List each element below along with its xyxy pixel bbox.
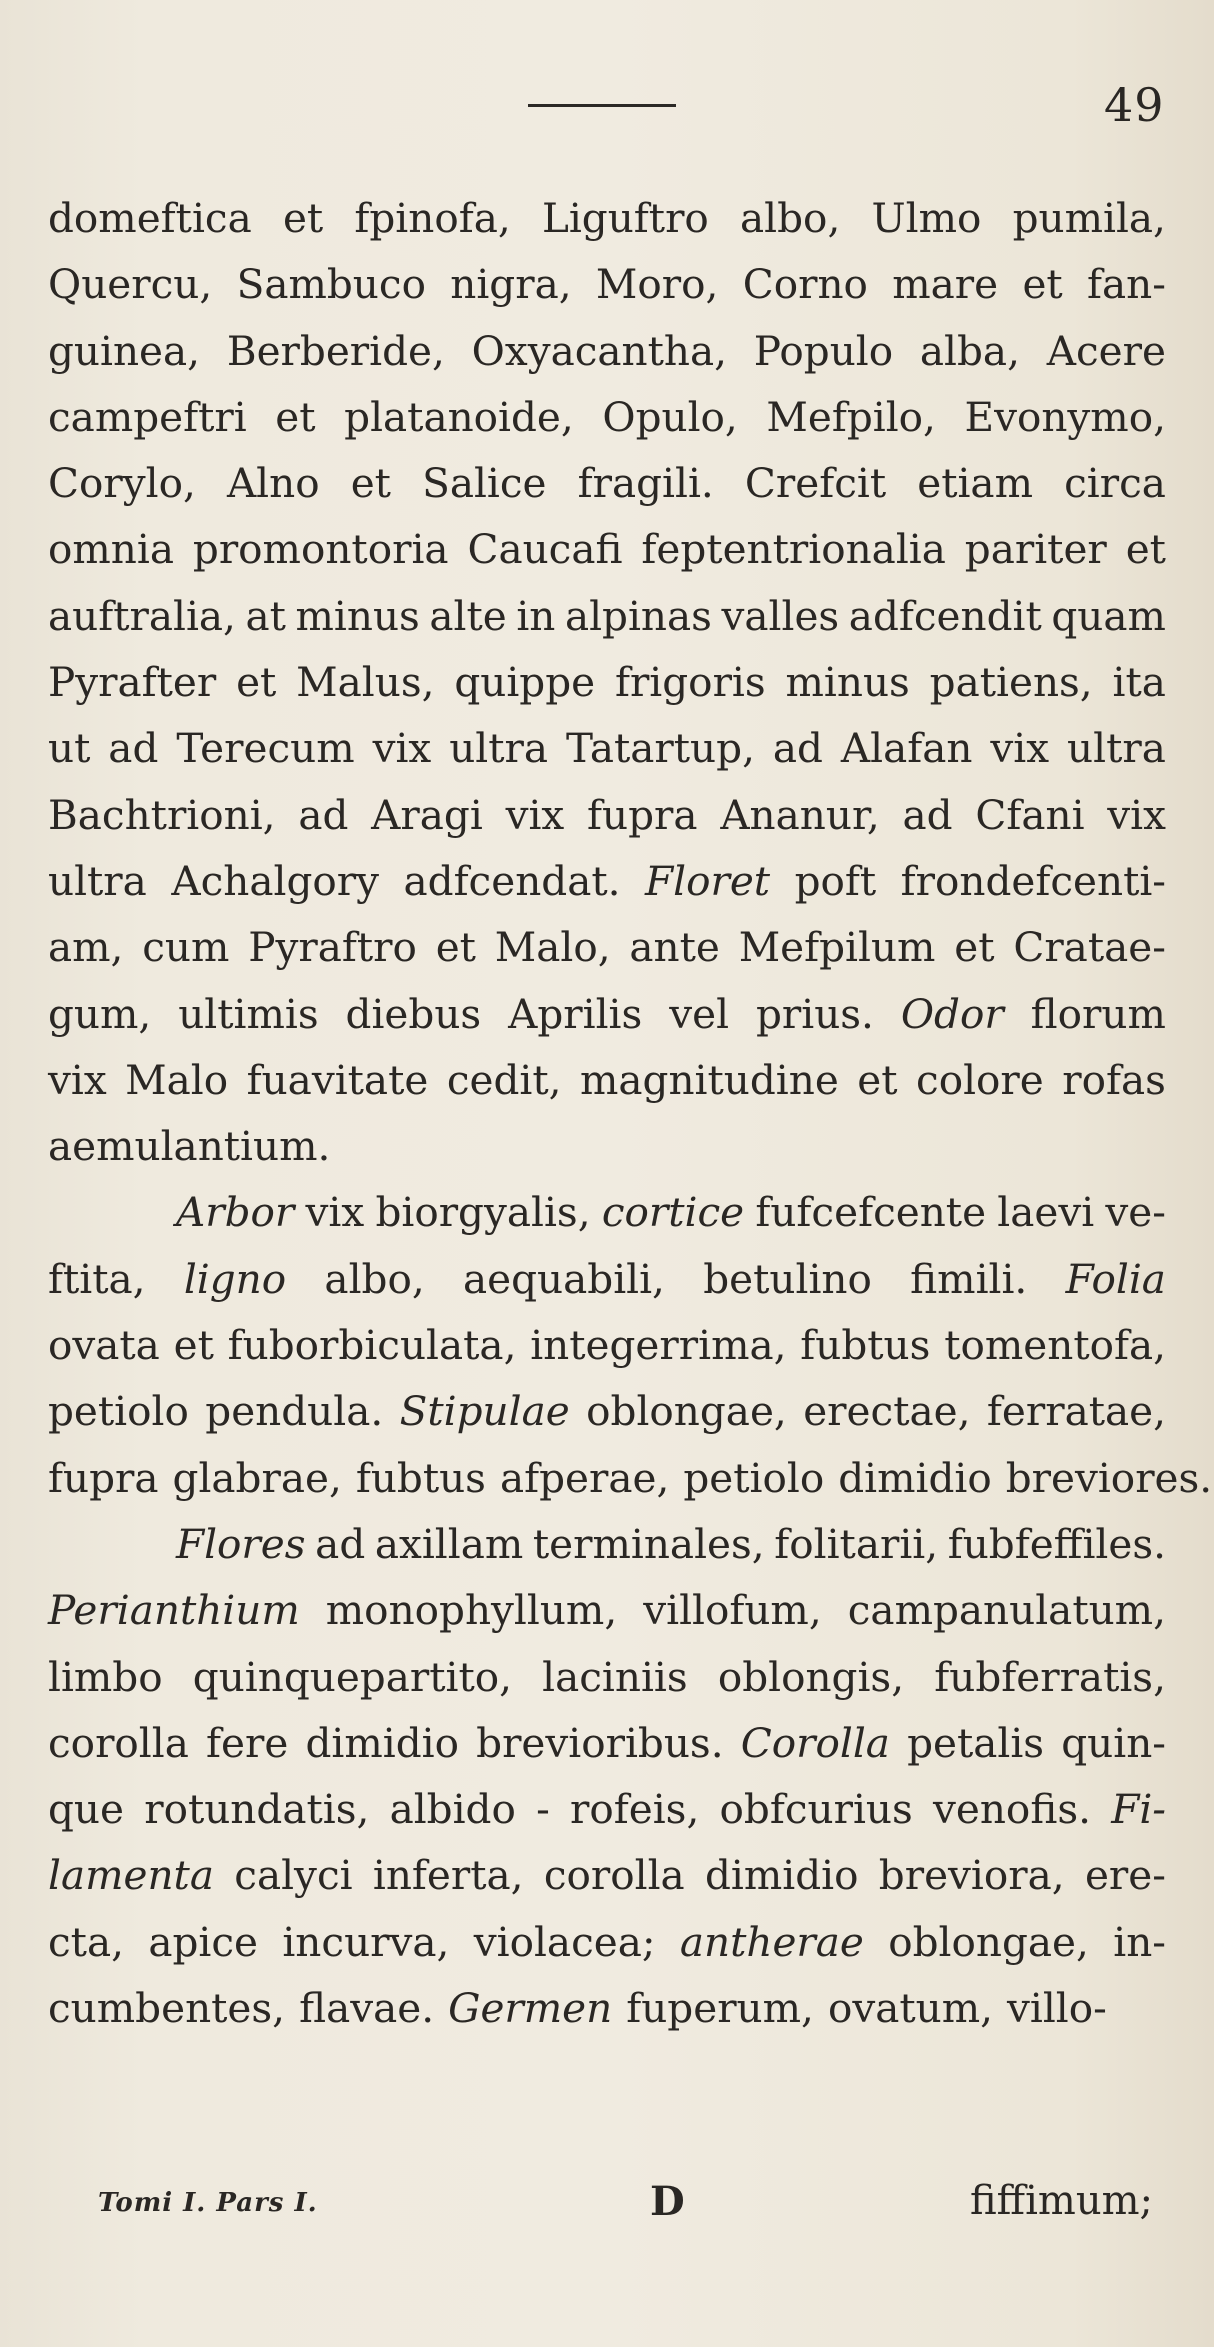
- word: venofis.: [933, 1785, 1091, 1834]
- word: petalis: [907, 1718, 1045, 1767]
- word: Odor: [900, 989, 1004, 1038]
- catchword: fiffimum;: [970, 2178, 1153, 2224]
- word: feptentrionalia: [641, 525, 946, 574]
- signature-letter: D: [650, 2178, 685, 2225]
- word: fupra: [48, 1453, 159, 1502]
- word: fubfeffiles.: [947, 1519, 1166, 1568]
- word: ovatum,: [827, 1984, 993, 2033]
- word: violacea;: [473, 1917, 656, 1966]
- word: Achalgory: [171, 856, 379, 905]
- word: dimidio: [705, 1851, 859, 1900]
- word: axillam: [374, 1519, 524, 1568]
- word: Corno: [742, 260, 868, 309]
- word: afperae,: [499, 1453, 670, 1502]
- word: prius.: [755, 989, 874, 1038]
- word: Germen: [448, 1984, 613, 2033]
- word: Terecum: [176, 724, 355, 773]
- word: et: [350, 459, 391, 508]
- word: Malus,: [296, 658, 435, 707]
- word: Quercu,: [48, 260, 213, 309]
- text-line: [48, 450, 1166, 516]
- text-line: [48, 1179, 1166, 1245]
- footer-signature: Tomi I. Pars I.: [98, 2188, 318, 2218]
- word: corolla: [543, 1851, 685, 1900]
- word: glabrae,: [172, 1453, 342, 1502]
- word: Populo: [753, 326, 894, 375]
- word: fubtus: [800, 1321, 931, 1370]
- word: vix: [1107, 790, 1166, 839]
- word: integerrima,: [530, 1321, 787, 1370]
- word: rofeis,: [570, 1785, 700, 1834]
- text-line: [48, 782, 1166, 848]
- word: flavae.: [299, 1984, 435, 2033]
- word: magnitudine: [579, 1055, 839, 1104]
- word: Malo: [125, 1055, 229, 1104]
- body-text: [48, 185, 1213, 2041]
- word: obfcurius: [719, 1785, 913, 1834]
- word: breviores.: [1005, 1453, 1213, 1502]
- word: pariter: [964, 525, 1107, 574]
- word: fufcefcente: [755, 1188, 987, 1237]
- word: Stipulae: [399, 1387, 570, 1436]
- word: vix: [48, 1055, 107, 1104]
- word: lamenta: [48, 1851, 214, 1900]
- word: pendula.: [205, 1387, 384, 1436]
- word: vix: [372, 724, 432, 773]
- word: at: [245, 591, 286, 640]
- text-line: [48, 914, 1166, 980]
- word: Caucafi: [467, 525, 623, 574]
- word: ut: [48, 724, 91, 773]
- word: villofum,: [643, 1586, 822, 1635]
- word: rotundatis,: [144, 1785, 370, 1834]
- word: Moro,: [595, 260, 719, 309]
- word: promontoria: [192, 525, 449, 574]
- word: am,: [48, 923, 124, 972]
- word: Malo,: [494, 923, 611, 972]
- word: quinquepartito,: [192, 1652, 512, 1701]
- word: Mefpilum: [738, 923, 936, 972]
- word: Folia: [1065, 1254, 1166, 1303]
- word: ad: [315, 1519, 366, 1568]
- word: laevi: [997, 1188, 1095, 1237]
- word: nigra,: [450, 260, 572, 309]
- word: Corylo,: [48, 459, 196, 508]
- word: breviora,: [878, 1851, 1065, 1900]
- word: campeftri: [48, 392, 247, 441]
- word: -: [536, 1785, 550, 1834]
- word: frigoris: [614, 658, 766, 707]
- word: guinea,: [48, 326, 201, 375]
- word: et: [275, 392, 316, 441]
- word: ultra: [1067, 724, 1166, 773]
- word: ad: [772, 724, 823, 773]
- word: et: [857, 1055, 898, 1104]
- word: laciniis: [542, 1652, 688, 1701]
- word: et: [1022, 260, 1063, 309]
- word: calyci: [234, 1851, 353, 1900]
- word: albido: [389, 1785, 516, 1834]
- word: petiolo: [48, 1387, 189, 1436]
- word: Floret: [645, 856, 771, 905]
- word: ante: [629, 923, 720, 972]
- word: Mefpilo,: [766, 392, 936, 441]
- word: Liguftro: [541, 194, 709, 242]
- text-line: [48, 1975, 1166, 2041]
- word: Aragi: [371, 790, 483, 839]
- word: fragili.: [577, 459, 714, 508]
- word: ultra: [449, 724, 549, 773]
- word: villo-: [1006, 1984, 1107, 2033]
- word: Salice: [422, 459, 547, 508]
- word: campanulatum,: [847, 1586, 1166, 1635]
- text-line: [48, 1445, 1213, 1511]
- word: cumbentes,: [48, 1984, 286, 2033]
- word: alpinas: [564, 591, 712, 640]
- word: fere: [206, 1718, 289, 1767]
- text-line: [48, 649, 1166, 715]
- word: ita: [1112, 658, 1166, 707]
- word: Opulo,: [602, 392, 738, 441]
- text-line: [48, 1511, 1166, 1577]
- word: Oxyacantha,: [471, 326, 728, 375]
- text-line: [48, 1113, 1166, 1179]
- word: Alafan: [840, 724, 973, 773]
- word: et: [1125, 525, 1166, 574]
- word: Aprilis: [508, 989, 643, 1038]
- text-line: [48, 1644, 1166, 1710]
- word: et: [173, 1321, 214, 1370]
- word: fuavitate: [246, 1055, 429, 1104]
- word: corolla: [48, 1718, 189, 1767]
- word: Arbor: [176, 1188, 295, 1237]
- word: circa: [1064, 459, 1166, 508]
- word: frondefcenti-: [900, 856, 1166, 905]
- word: fan-: [1087, 260, 1166, 309]
- text-line: [48, 1776, 1166, 1842]
- word: rofas: [1062, 1055, 1166, 1104]
- word: et: [236, 658, 277, 707]
- word: Pyrafter: [48, 658, 217, 707]
- word: domeftica: [48, 194, 252, 242]
- word: aemulantium.: [48, 1122, 331, 1171]
- word: mare: [892, 260, 999, 309]
- word: florum: [1030, 989, 1166, 1038]
- word: quin-: [1061, 1718, 1166, 1767]
- word: albo,: [740, 194, 841, 242]
- word: dimidio: [305, 1718, 459, 1767]
- word: adfcendit: [848, 591, 1042, 640]
- header-rule: [528, 104, 676, 107]
- word: adfcendat.: [403, 856, 621, 905]
- word: apice: [148, 1917, 259, 1966]
- word: petiolo: [683, 1453, 825, 1502]
- word: fubtus: [355, 1453, 486, 1502]
- word: ultra: [48, 856, 147, 905]
- word: fubferratis,: [934, 1652, 1166, 1701]
- word: ad: [108, 724, 159, 773]
- word: alte: [429, 591, 507, 640]
- word: Acere: [1046, 326, 1166, 375]
- word: erectae,: [803, 1387, 971, 1436]
- word: betulino: [703, 1254, 872, 1303]
- word: diebus: [345, 989, 482, 1038]
- text-line: [48, 583, 1166, 649]
- text-line: [48, 1710, 1166, 1776]
- word: pumila,: [1012, 194, 1166, 242]
- word: folitarii,: [774, 1519, 939, 1568]
- word: Pyraftro: [248, 923, 417, 972]
- word: Corolla: [740, 1718, 890, 1767]
- word: ere-: [1084, 1851, 1166, 1900]
- text-line: [48, 384, 1166, 450]
- word: oblongae,: [888, 1917, 1089, 1966]
- text-line: [48, 1842, 1166, 1908]
- word: et: [282, 194, 324, 242]
- word: minus: [295, 591, 420, 640]
- word: Cratae-: [1013, 923, 1166, 972]
- text-line: [48, 318, 1166, 384]
- word: tomentofa,: [944, 1321, 1166, 1370]
- word: ultimis: [178, 989, 319, 1038]
- word: platanoide,: [344, 392, 574, 441]
- word: albo,: [324, 1254, 425, 1303]
- text-line: [48, 251, 1166, 317]
- word: gum,: [48, 989, 152, 1038]
- word: antherae: [679, 1917, 864, 1966]
- word: ovata: [48, 1321, 160, 1370]
- word: fpinofa,: [354, 194, 511, 242]
- text-line: [48, 981, 1166, 1047]
- text-line: [48, 715, 1166, 781]
- word: cta,: [48, 1917, 124, 1966]
- word: Flores: [176, 1519, 306, 1568]
- word: in: [516, 591, 556, 640]
- word: Sambuco: [236, 260, 426, 309]
- word: omnia: [48, 525, 174, 574]
- word: dimidio: [838, 1453, 992, 1502]
- word: fimili.: [910, 1254, 1028, 1303]
- word: fuborbiculata,: [227, 1321, 517, 1370]
- word: terminales,: [532, 1519, 765, 1568]
- text-line: [48, 516, 1166, 582]
- word: ad: [902, 790, 953, 839]
- word: vix: [505, 790, 565, 839]
- text-line: [48, 1909, 1166, 1975]
- word: ad: [298, 790, 349, 839]
- word: cortice: [601, 1188, 745, 1237]
- page-footer: [0, 2178, 1214, 2238]
- word: in-: [1113, 1917, 1166, 1966]
- word: Berberide,: [226, 326, 445, 375]
- word: inferta,: [372, 1851, 524, 1900]
- word: que: [48, 1785, 124, 1834]
- word: brevioribus.: [476, 1718, 724, 1767]
- text-line: [48, 1312, 1166, 1378]
- word: Bachtrioni,: [48, 790, 276, 839]
- word: ftita,: [48, 1254, 146, 1303]
- word: Cfani: [975, 790, 1085, 839]
- word: patiens,: [929, 658, 1093, 707]
- word: etiam: [917, 459, 1033, 508]
- text-line: [48, 1246, 1166, 1312]
- word: biorgyalis,: [375, 1188, 591, 1237]
- text-line: [48, 1378, 1166, 1444]
- word: ferratae,: [986, 1387, 1166, 1436]
- word: cum: [142, 923, 230, 972]
- word: fupra: [587, 790, 698, 839]
- word: vel: [669, 989, 730, 1038]
- word: alba,: [919, 326, 1020, 375]
- word: minus: [785, 658, 910, 707]
- word: Tatartup,: [565, 724, 755, 773]
- word: poft: [794, 856, 877, 905]
- word: valles: [721, 591, 840, 640]
- word: et: [435, 923, 476, 972]
- word: fuperum,: [626, 1984, 814, 2033]
- word: Ulmo: [871, 194, 982, 242]
- word: limbo: [48, 1652, 163, 1701]
- word: Alno: [226, 459, 320, 508]
- word: cedit,: [446, 1055, 562, 1104]
- word: ve-: [1105, 1188, 1166, 1237]
- text-line: [48, 185, 1166, 251]
- text-line: [48, 1577, 1166, 1643]
- word: vix: [990, 724, 1050, 773]
- word: vix: [305, 1188, 365, 1237]
- word: Perianthium: [48, 1586, 300, 1635]
- word: oblongis,: [717, 1652, 905, 1701]
- word: quam: [1051, 591, 1166, 640]
- word: Ananur,: [720, 790, 880, 839]
- word: ligno: [183, 1254, 287, 1303]
- word: colore: [916, 1055, 1044, 1104]
- text-line: [48, 1047, 1166, 1113]
- word: monophyllum,: [325, 1586, 618, 1635]
- word: et: [954, 923, 995, 972]
- page-number: 49: [1104, 78, 1165, 132]
- word: Fi-: [1111, 1785, 1166, 1834]
- text-line: [48, 848, 1166, 914]
- word: aequabili,: [463, 1254, 665, 1303]
- word: incurva,: [282, 1917, 450, 1966]
- word: oblongae,: [586, 1387, 787, 1436]
- word: quippe: [454, 658, 596, 707]
- word: Evonymo,: [964, 392, 1166, 441]
- word: auftralia,: [48, 591, 236, 640]
- word: Crefcit: [744, 459, 887, 508]
